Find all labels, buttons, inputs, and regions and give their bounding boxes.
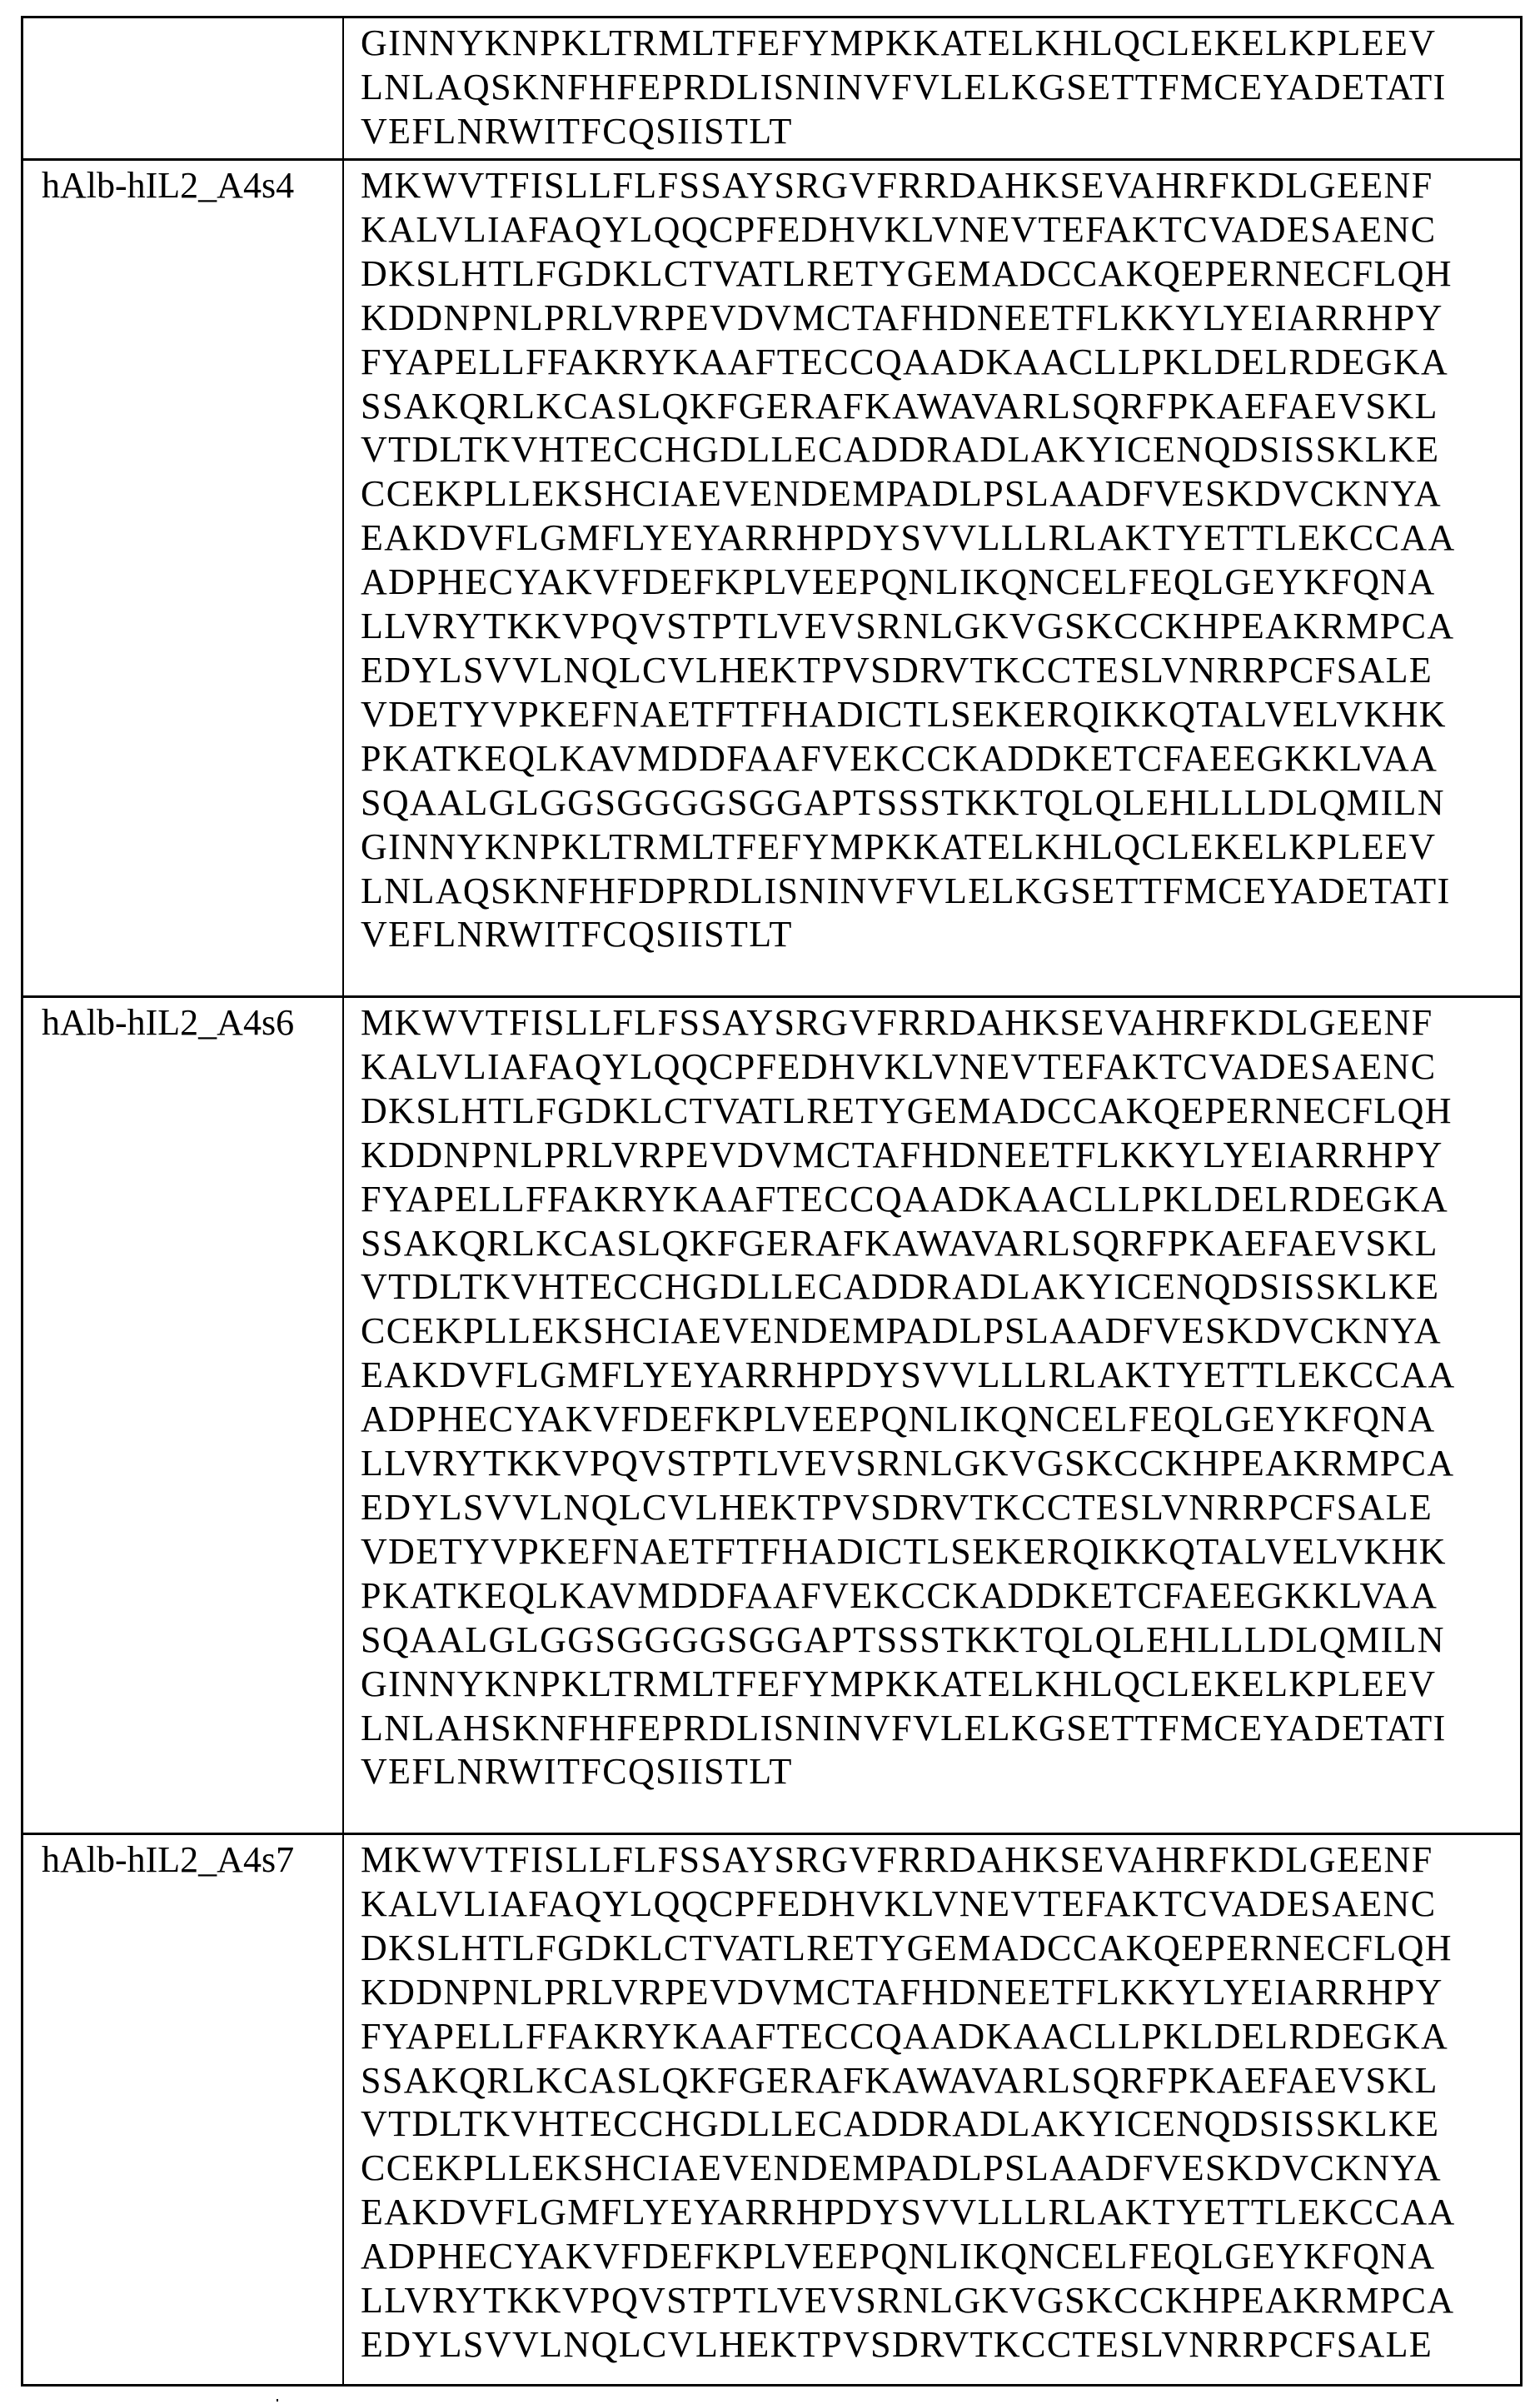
sequence-line: KALVLIAFAQYLQQCPFEDHVKLVNEVTEFAKTCVADESAENC [361, 208, 1437, 250]
sequence-line: VTDLTKVHTECCHGDLLECADDRADLAKYICENQDSISSKLKE [361, 429, 1440, 471]
sequence-line: EDYLSVVLNQLCVLHEKTPVSDRVTKCCTESLVNRRPCFSALE [361, 1486, 1433, 1528]
sequence-line: VTDLTKVHTECCHGDLLECADDRADLAKYICENQDSISSKLKE [361, 1266, 1440, 1308]
sequence-line: KDDNPNLPRLVRPEVDVMCTAFHDNEETFLKKYLYEIARRHPY [361, 1971, 1443, 2012]
sequence-line: SSAKQRLKCASLQKFGERAFKAWAVARLSQRFPKAEFAEVSKL [361, 385, 1438, 426]
sequence-line: VEFLNRWITFCQSIISTLT [361, 110, 793, 152]
construct-name-cell: hAlb-hIL2_A4s6 [23, 998, 344, 1833]
sequence-line: SSAKQRLKCASLQKFGERAFKAWAVARLSQRFPKAEFAEVSKL [361, 1222, 1438, 1264]
sequence-line: KDDNPNLPRLVRPEVDVMCTAFHDNEETFLKKYLYEIARRHPY [361, 1134, 1443, 1175]
sequence-line: CCEKPLLEKSHCIAEVENDEMPADLPSLAADFVESKDVCKNYA [361, 473, 1443, 515]
construct-name-cell [23, 18, 344, 158]
sequence-line: EAKDVFLGMFLYEYARRHPDYSVVLLLRLAKTYETTLEKCCAA [361, 1354, 1456, 1396]
sequence-line: VDETYVPKEFNAETFTFHADICTLSEKERQIKKQTALVELVKHK [361, 693, 1447, 735]
sequence-line: LLVRYTKKVPQVSTPTLVEVSRNLGKVGSKCCKHPEAKRMPCA [361, 606, 1455, 647]
sequence-line: ADPHECYAKVFDEFKPLVEEPQNLIKQNCELFEQLGEYKFQNA [361, 1399, 1436, 1440]
sequence-cell [344, 161, 1520, 995]
sequence-line: VEFLNRWITFCQSIISTLT [361, 1751, 793, 1793]
sequence-line: GINNYKNPKLTRMLTFEFYMPKKATELKHLQCLEKELKPLEEV [361, 825, 1437, 867]
table-row [23, 158, 1520, 995]
sequence-line: EDYLSVVLNQLCVLHEKTPVSDRVTKCCTESLVNRRPCFSALE [361, 649, 1433, 691]
sequence-line: EAKDVFLGMFLYEYARRHPDYSVVLLLRLAKTYETTLEKCCAA [361, 2192, 1456, 2233]
sequence-line: SQAALGLGGSGGGGSGGAPTSSSTKKTQLQLEHLLLDLQMILN [361, 781, 1445, 823]
sequence-line: KALVLIAFAQYLQQCPFEDHVKLVNEVTEFAKTCVADESAENC [361, 1045, 1437, 1087]
construct-name-cell: hAlb-hIL2_A4s4 [23, 161, 344, 995]
sequence-line: VDETYVPKEFNAETFTFHADICTLSEKERQIKKQTALVELVKHK [361, 1530, 1447, 1572]
sequence-line: EDYLSVVLNQLCVLHEKTPVSDRVTKCCTESLVNRRPCFSALE [361, 2323, 1433, 2365]
sequence-line: LLVRYTKKVPQVSTPTLVEVSRNLGKVGSKCCKHPEAKRMPCA [361, 2280, 1455, 2322]
sequence-line: FYAPELLFFAKRYKAAFTECCQAADKAACLLPKLDELRDEGKA [361, 341, 1449, 382]
sequence-line: LLVRYTKKVPQVSTPTLVEVSRNLGKVGSKCCKHPEAKRMPCA [361, 1443, 1455, 1484]
sequence-line: VEFLNRWITFCQSIISTLT [361, 914, 793, 955]
sequence-line: MKWVTFISLLFLFSSAYSRGVFRRDAHKSEVAHRFKDLGEENF [361, 165, 1433, 206]
sequence-line: MKWVTFISLLFLFSSAYSRGVFRRDAHKSEVAHRFKDLGEENF [361, 1002, 1433, 1043]
sequence-line: VTDLTKVHTECCHGDLLECADDRADLAKYICENQDSISSKLKE [361, 2103, 1440, 2145]
sequence-line: MKWVTFISLLFLFSSAYSRGVFRRDAHKSEVAHRFKDLGEENF [361, 1839, 1433, 1880]
construct-name-cell: hAlb-hIL2_A4s7 [23, 1835, 344, 2384]
table-row [23, 995, 1520, 1833]
sequence-line: DKSLHTLFGDKLCTVATLRETYGEMADCCAKQEPERNECFLQH [361, 1927, 1453, 1968]
sequence-line: PKATKEQLKAVMDDFAAFVEKCCKADDKETCFAEEGKKLVAA [361, 1574, 1438, 1616]
sequence-line: SQAALGLGGSGGGGSGGAPTSSSTKKTQLQLEHLLLDLQMILN [361, 1618, 1445, 1660]
sequence-line: ADPHECYAKVFDEFKPLVEEPQNLIKQNCELFEQLGEYKFQNA [361, 561, 1436, 603]
sequence-line: KALVLIAFAQYLQQCPFEDHVKLVNEVTEFAKTCVADESAENC [361, 1883, 1437, 1924]
sequence-cell [344, 1835, 1520, 2384]
sequence-cell [344, 18, 1520, 158]
sequence-line: CCEKPLLEKSHCIAEVENDEMPADLPSLAADFVESKDVCKNYA [361, 1310, 1443, 1352]
sequence-table [21, 16, 1523, 2387]
sequence-line: GINNYKNPKLTRMLTFEFYMPKKATELKHLQCLEKELKPLEEV [361, 1663, 1437, 1704]
sequence-cell [344, 998, 1520, 1833]
sequence-line: EAKDVFLGMFLYEYARRHPDYSVVLLLRLAKTYETTLEKCCAA [361, 517, 1456, 559]
sequence-line: PKATKEQLKAVMDDFAAFVEKCCKADDKETCFAEEGKKLVAA [361, 737, 1438, 779]
sequence-line: FYAPELLFFAKRYKAAFTECCQAADKAACLLPKLDELRDEGKA [361, 1178, 1449, 1219]
sequence-line: DKSLHTLFGDKLCTVATLRETYGEMADCCAKQEPERNECFLQH [361, 1090, 1453, 1131]
sequence-line: CCEKPLLEKSHCIAEVENDEMPADLPSLAADFVESKDVCKNYA [361, 2147, 1443, 2189]
sequence-line: KDDNPNLPRLVRPEVDVMCTAFHDNEETFLKKYLYEIARRHPY [361, 297, 1443, 338]
sequence-line: DKSLHTLFGDKLCTVATLRETYGEMADCCAKQEPERNECFLQH [361, 252, 1453, 294]
sequence-line: LNLAQSKNFHFDPRDLISNINVFVLELKGSETTFMCEYADETATI [361, 870, 1451, 911]
sequence-line: LNLAHSKNFHFEPRDLISNINVFVLELKGSETTFMCEYADETATI [361, 1707, 1447, 1748]
sequence-line: GINNYKNPKLTRMLTFEFYMPKKATELKHLQCLEKELKPLEEV [361, 22, 1437, 63]
table-row [23, 18, 1520, 158]
scan-artifact-dot [277, 2399, 278, 2402]
table-row [23, 1833, 1520, 2384]
sequence-line: SSAKQRLKCASLQKFGERAFKAWAVARLSQRFPKAEFAEVSKL [361, 2059, 1438, 2101]
sequence-line: ADPHECYAKVFDEFKPLVEEPQNLIKQNCELFEQLGEYKFQNA [361, 2236, 1436, 2277]
sequence-line: FYAPELLFFAKRYKAAFTECCQAADKAACLLPKLDELRDEGKA [361, 2015, 1449, 2057]
sequence-line: LNLAQSKNFHFEPRDLISNINVFVLELKGSETTFMCEYADETATI [361, 66, 1447, 107]
